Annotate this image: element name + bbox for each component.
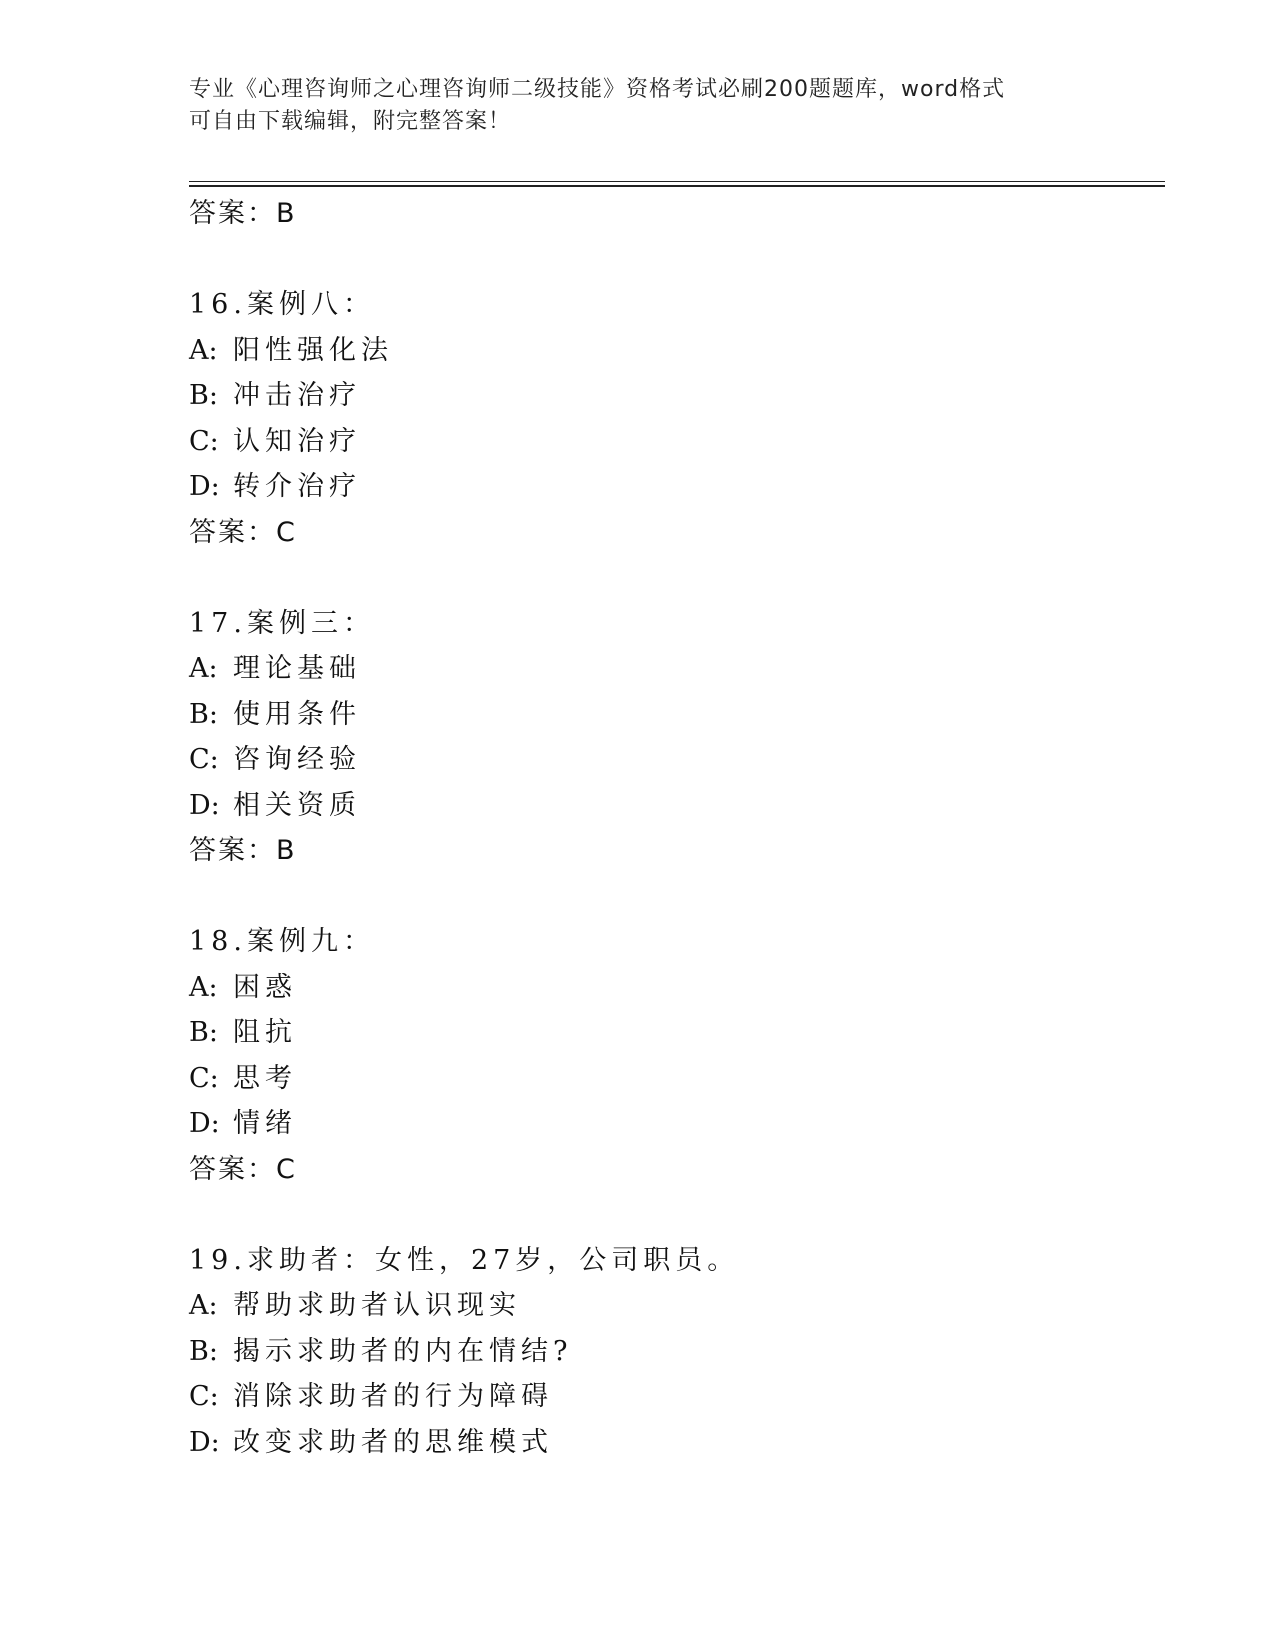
option-letter: B: bbox=[189, 698, 218, 730]
option-letter: D: bbox=[189, 1108, 220, 1139]
question-title: 18.案例九： bbox=[189, 926, 375, 957]
document-header bbox=[189, 74, 1089, 138]
spacer bbox=[189, 555, 1165, 601]
option-letter: A: bbox=[189, 334, 218, 366]
spacer bbox=[189, 237, 1165, 283]
option-letter: B: bbox=[189, 1335, 218, 1367]
option-text: 使用条件 bbox=[233, 698, 361, 730]
header-line-2: 可自由下载编辑，附完整答案！ bbox=[189, 109, 512, 134]
option-d bbox=[189, 783, 1165, 829]
option-text: 认知治疗 bbox=[233, 425, 361, 457]
option-letter: C: bbox=[189, 744, 219, 775]
option-letter: C: bbox=[189, 1062, 219, 1094]
option-text: 咨询经验 bbox=[233, 744, 361, 775]
option-b bbox=[189, 692, 1165, 738]
question-list bbox=[189, 191, 1165, 1465]
option-text: 改变求助者的思维模式 bbox=[233, 1426, 553, 1458]
option-b bbox=[189, 373, 1165, 419]
option-c bbox=[189, 419, 1165, 465]
option-text: 帮助求助者认识现实 bbox=[233, 1290, 521, 1321]
option-c bbox=[189, 737, 1165, 783]
option-letter: C: bbox=[189, 425, 219, 457]
option-letter: A: bbox=[189, 1290, 218, 1321]
option-letter: B: bbox=[189, 380, 218, 411]
option-letter: D: bbox=[189, 471, 220, 502]
option-letter: A: bbox=[189, 653, 218, 684]
option-letter: B: bbox=[189, 1017, 218, 1048]
option-text: 阳性强化法 bbox=[233, 334, 393, 366]
option-text: 相关资质 bbox=[233, 789, 361, 821]
option-text: 思考 bbox=[233, 1062, 297, 1094]
option-text: 消除求助者的行为障碍 bbox=[233, 1381, 553, 1412]
option-c bbox=[189, 1056, 1165, 1102]
option-d bbox=[189, 464, 1165, 510]
option-a bbox=[189, 646, 1165, 692]
question-block bbox=[189, 282, 1165, 555]
answer-line: 答案：C bbox=[189, 516, 297, 548]
question-title: 16.案例八： bbox=[189, 289, 375, 320]
option-d bbox=[189, 1101, 1165, 1147]
question-title: 19.求助者：女性，27岁，公司职员。 bbox=[189, 1244, 740, 1276]
option-letter: A: bbox=[189, 971, 218, 1003]
option-letter: D: bbox=[189, 789, 220, 821]
spacer bbox=[189, 1192, 1165, 1238]
option-text: 困惑 bbox=[233, 971, 297, 1003]
option-a bbox=[189, 328, 1165, 374]
option-text: 冲击治疗 bbox=[233, 380, 361, 411]
option-a bbox=[189, 965, 1165, 1011]
header-rule-thin bbox=[189, 181, 1165, 182]
option-a bbox=[189, 1283, 1165, 1329]
question-block bbox=[189, 601, 1165, 874]
question-block bbox=[189, 919, 1165, 1192]
answer-line: 答案：C bbox=[189, 1153, 297, 1185]
option-d bbox=[189, 1420, 1165, 1466]
answer-line: 答案：B bbox=[189, 835, 297, 866]
option-b bbox=[189, 1010, 1165, 1056]
answer-line: 答案：B bbox=[189, 198, 297, 229]
option-text: 阻抗 bbox=[233, 1017, 297, 1048]
option-text: 情绪 bbox=[233, 1108, 297, 1139]
option-b bbox=[189, 1329, 1165, 1375]
option-text: 揭示求助者的内在情结? bbox=[233, 1335, 573, 1367]
option-letter: D: bbox=[189, 1426, 220, 1458]
option-text: 转介治疗 bbox=[233, 471, 361, 502]
option-text: 理论基础 bbox=[233, 653, 361, 684]
spacer bbox=[189, 874, 1165, 920]
option-c bbox=[189, 1374, 1165, 1420]
question-block bbox=[189, 1238, 1165, 1466]
header-rule-thick bbox=[189, 185, 1165, 187]
question-title: 17.案例三： bbox=[189, 607, 375, 639]
option-letter: C: bbox=[189, 1381, 219, 1412]
header-line-1: 专业《心理咨询师之心理咨询师二级技能》资格考试必刷200题题库，word格式 bbox=[189, 77, 1006, 102]
